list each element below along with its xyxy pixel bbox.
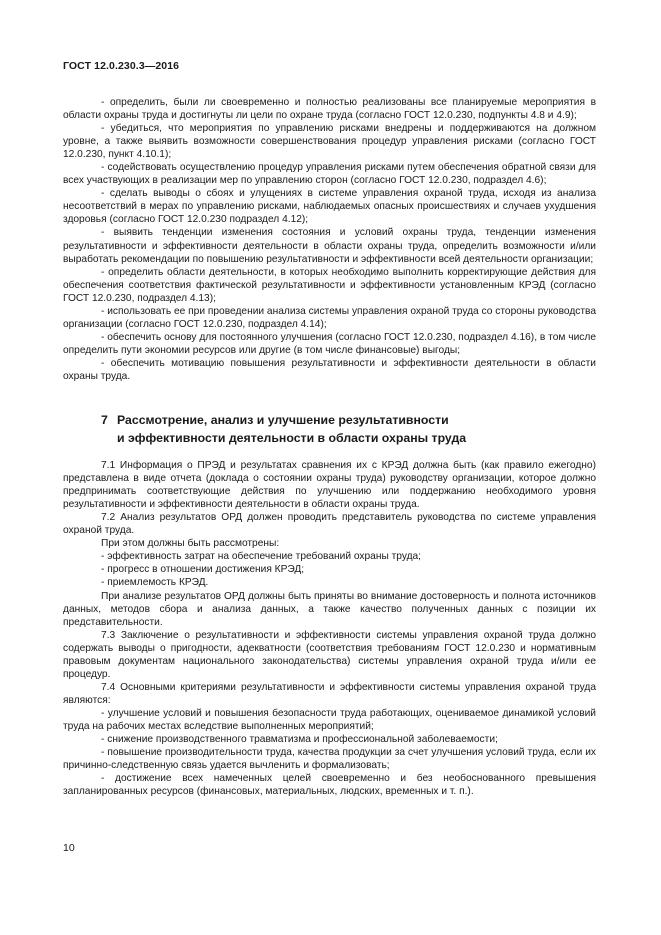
bullet-item: - эффективность затрат на обеспечение требований охраны труда;: [101, 551, 422, 563]
bullet-item: - обеспечить основу для постоянного улучшения (согласно ГОСТ 12.0.230, подраздел 4.16), в том числе определить пути экономии ресурсов или другие (в том числе финансовые) выгоды;: [63, 331, 596, 356]
page-number: 10: [63, 842, 75, 854]
bullet-item: - использовать ее при проведении анализа системы управления охраной труда со стороны руководства организации (согласно ГОСТ 12.0.230, подраздел 4.14);: [63, 305, 596, 330]
bullet-item: - определить области деятельности, в которых необходимо выполнить корректирующие действия для обеспечения соответствия фактической результативности и эффективности установленным КРЭД (согласно ГОСТ 12.0.230, подраздел 4.13);: [63, 266, 596, 304]
paragraph-7-3: 7.3 Заключение о результативности и эффективности системы управления охраной труда должно содержать выводы о пригодности, адекватности (соответствия требованиям ГОСТ 12.0.230 и нормативным правовым документам национального законодательства) системы управления охраной труда и/или ее процедур.: [63, 629, 596, 680]
paragraph-7-1: 7.1 Информация о ПРЭД и результатах сравнения их с КРЭД должна быть (как правило ежегодно) представлена в виде отчета (доклада о состоянии охраны труда) руководству организации, которое должно предпринимать соответствующие действия по улучшению или поддержанию необходимого уровня результативности и эффективности деятельности в области охраны труда.: [63, 460, 596, 511]
bullet-item: - выявить тенденции изменения состояния и условий охраны труда, тенденции изменения результативности и эффективности деятельности в области охраны труда, определить возможности и/или выработать рекомендации по повышению результативности и эффективности всей деятельности организации;: [63, 227, 596, 265]
paragraph-7-2: 7.2 Анализ результатов ОРД должен проводить представитель руководства по системе управления охраной труда.: [63, 512, 596, 537]
bullet-item: - содействовать осуществлению процедур управления рисками путем обеспечения обратной связи для всех участвующих в реализации мер по управлению сторон (согласно ГОСТ 12.0.230, подраздел 4.6);: [63, 162, 596, 187]
bullet-item: - обеспечить мотивацию повышения результативности и эффективности деятельности в области охраны труда.: [63, 357, 596, 382]
section-number: 7: [101, 413, 108, 428]
bullet-item: - убедиться, что мероприятия по управлению рисками внедрены и поддерживаются на должном уровне, а также выявить возможности совершенствования процедур управления рисками (согласно ГОСТ 12.0.230, пункт 4.10.1);: [63, 123, 596, 161]
page-body: [63, 96, 596, 798]
paragraph-consider: При этом должны быть рассмотрены:: [101, 538, 280, 550]
bullet-item: - достижение всех намеченных целей своевременно и без необоснованного превышения запланированных ресурсов (финансовых, материальных, людских, временных и т. п.).: [63, 773, 596, 798]
bullet-item: - повышение производительности труда, качества продукции за счет улучшения условий труда, если их причинно-следственную связь удается вычленить и формализовать;: [63, 747, 596, 772]
section-title-line2: и эффективности деятельности в области охраны труда: [117, 431, 467, 446]
section-title-line1: Рассмотрение, анализ и улучшение результативности: [117, 413, 449, 428]
paragraph-7-4: 7.4 Основными критериями результативности и эффективности системы управления охраной труда являются:: [63, 681, 596, 706]
bullet-item: - прогресс в отношении достижения КРЭД;: [101, 564, 305, 576]
paragraph-analysis: При анализе результатов ОРД должны быть приняты во внимание достоверность и полнота источников данных, методов сбора и анализа данных, а также качество полученных данных с позиции их представительности.: [63, 590, 596, 628]
bullet-item: - снижение производственного травматизма и профессиональной заболеваемости;: [101, 734, 498, 746]
section-heading: [63, 411, 596, 447]
bullet-item: - определить, были ли своевременно и полностью реализованы все планируемые мероприятия в области охраны труда и достигнуты ли цели по охране труда (согласно ГОСТ 12.0.230, подпункты 4.8 и 4.9);: [63, 97, 596, 122]
document-header: ГОСТ 12.0.230.3—2016: [63, 60, 180, 72]
bullet-item: - сделать выводы о сбоях и улущениях в системе управления охраной труда, исходя из анализа несоответствий в мерах по управлению рисками, наблюдаемых опасных происшествиях и случаев ухудшения здоровья (согласно ГОСТ 12.0.230 подраздел 4.12);: [63, 188, 596, 226]
bullet-item: - улучшение условий и повышения безопасности труда работающих, оцениваемое динамикой условий труда на рабочих местах вследствие выполненных мероприятий;: [63, 707, 596, 732]
bullet-item: - приемлемость КРЭД.: [101, 577, 209, 589]
